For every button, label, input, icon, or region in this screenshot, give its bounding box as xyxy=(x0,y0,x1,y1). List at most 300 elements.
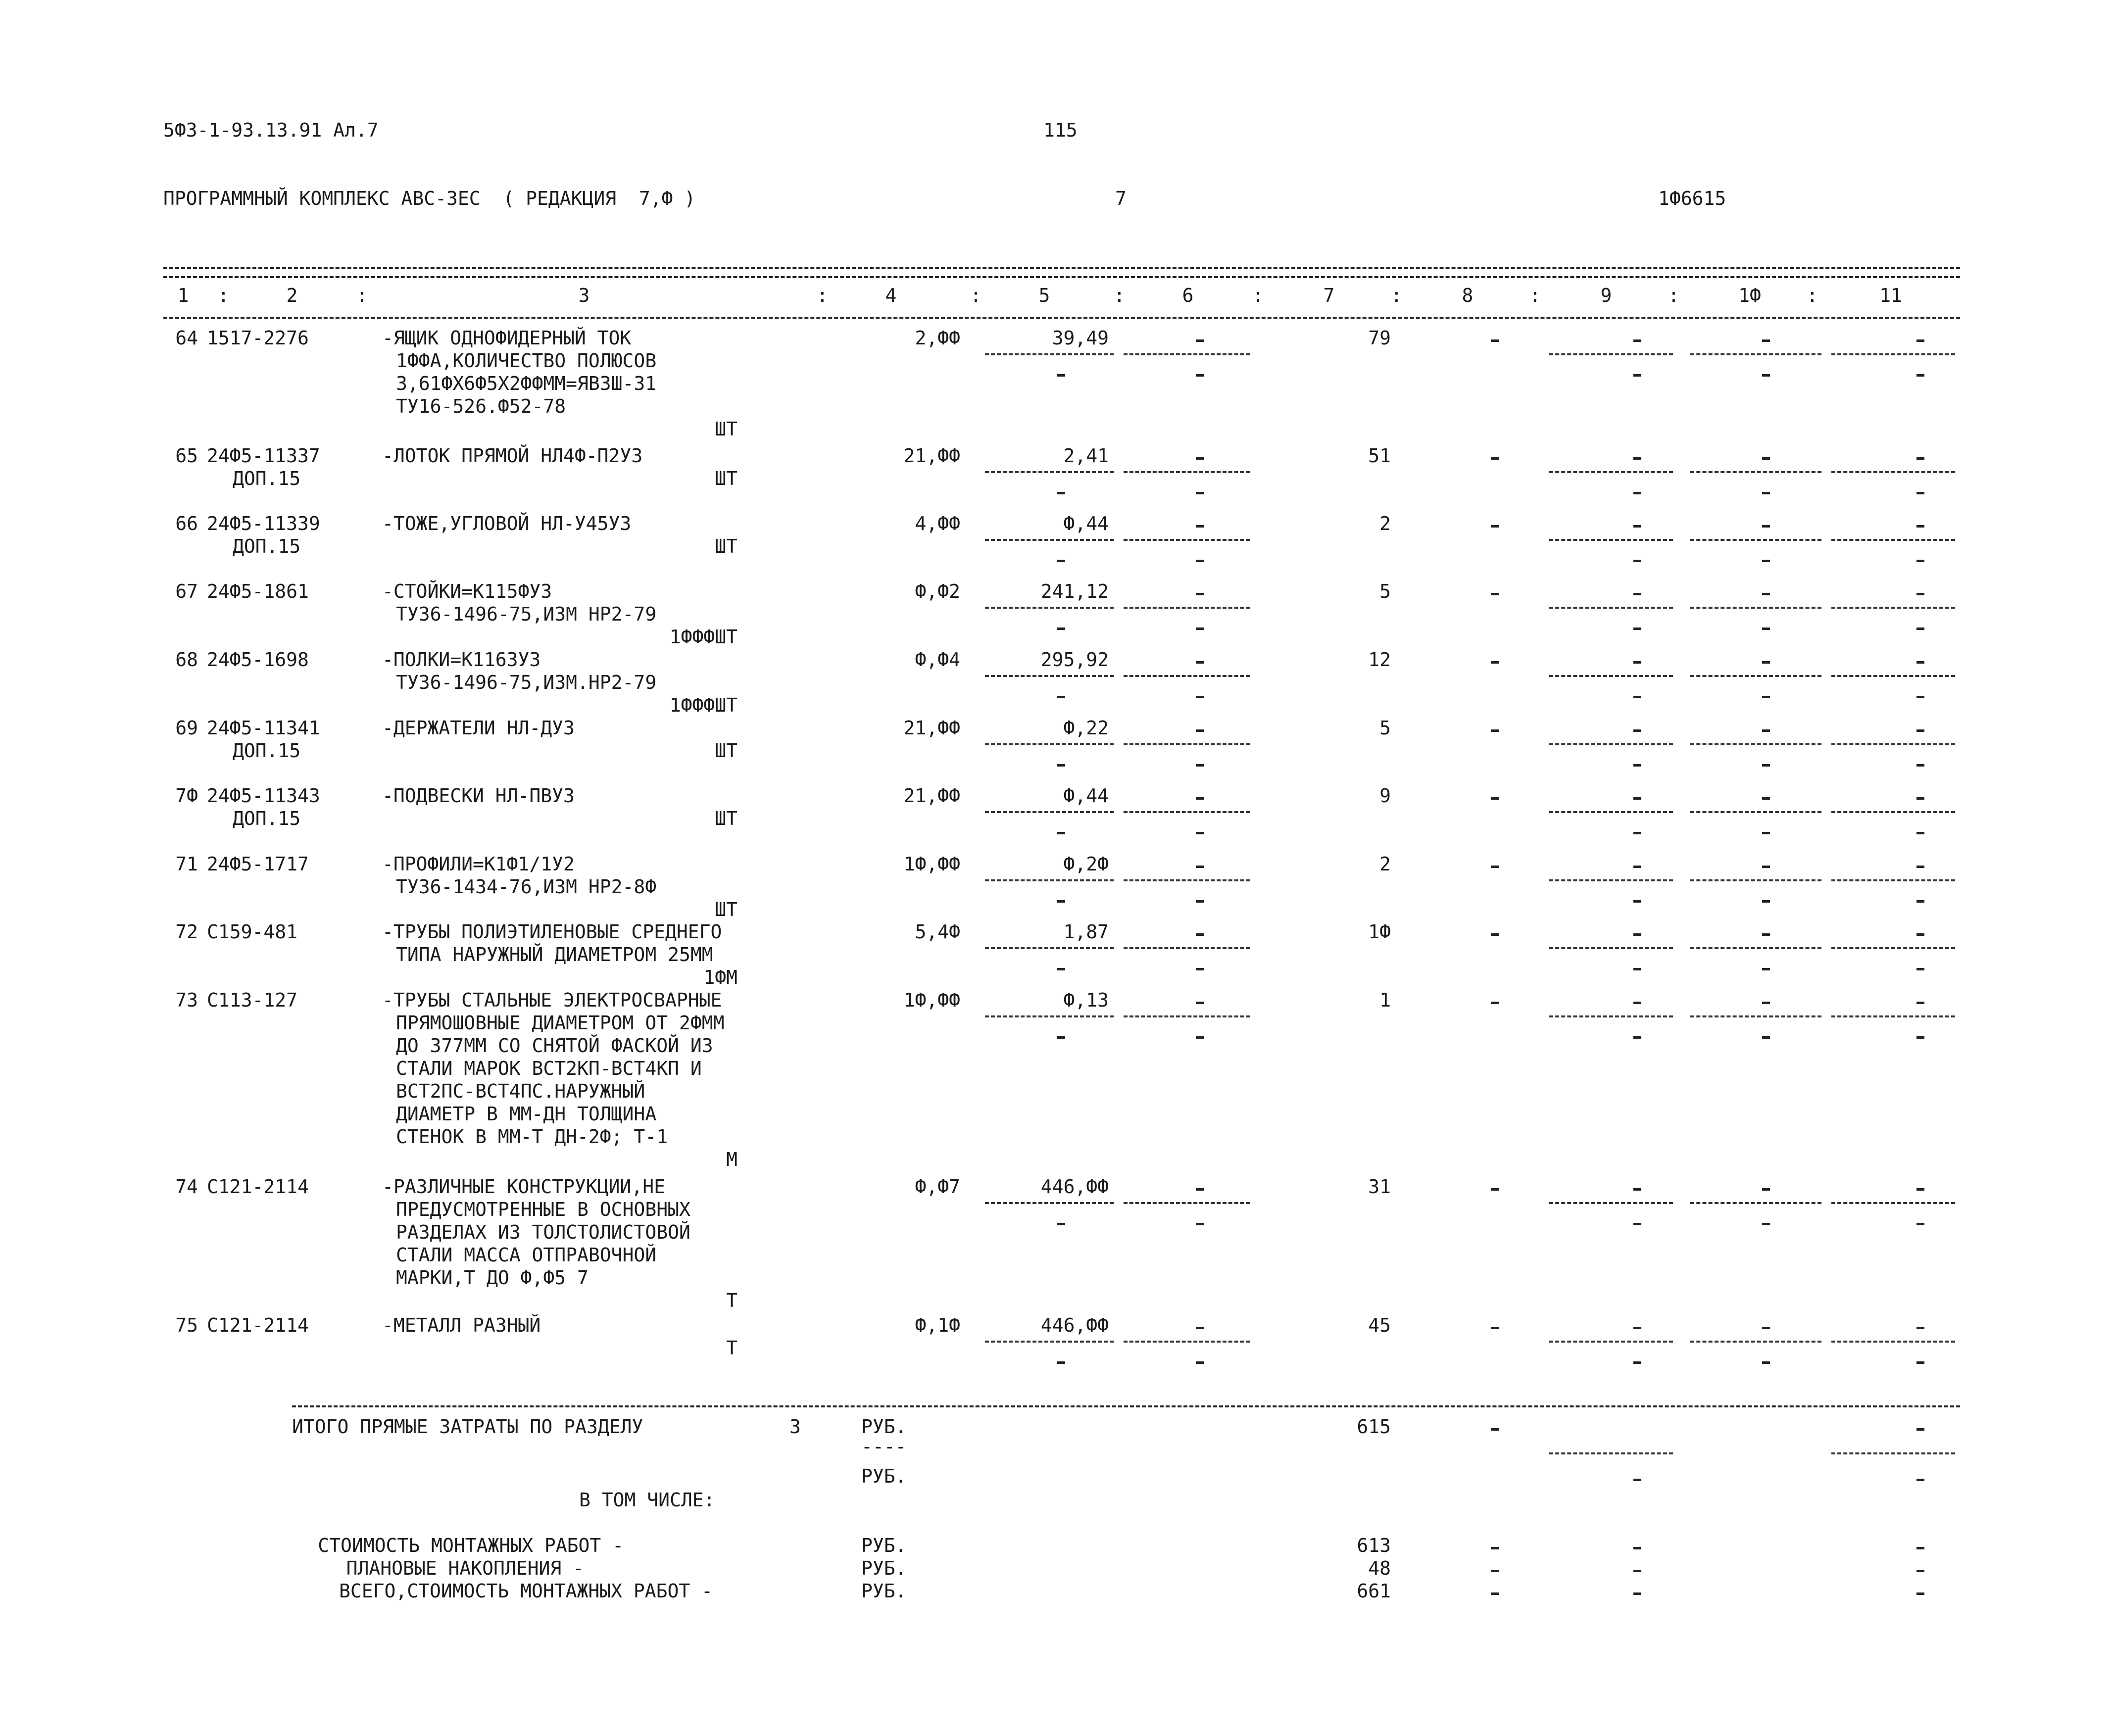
row-unit-price: Ф,22 xyxy=(1063,717,1109,739)
cell-rule xyxy=(1690,879,1821,881)
row-unit-price: Ф,2Ф xyxy=(1063,853,1109,875)
column-header: 6 xyxy=(1182,285,1194,306)
cell-rule xyxy=(1831,947,1955,949)
empty-cell xyxy=(1762,900,1770,903)
empty-cell xyxy=(1633,1223,1641,1225)
empty-cell xyxy=(1916,1002,1924,1004)
row-description-line: -ДЕРЖАТЕЛИ НЛ-ДУЗ xyxy=(382,717,575,739)
empty-cell xyxy=(1633,968,1641,970)
cell-rule xyxy=(1831,539,1955,541)
empty-cell xyxy=(1762,797,1770,800)
summary-item-currency: РУБ. xyxy=(861,1535,907,1556)
currency-label: РУБ. xyxy=(861,1465,907,1487)
row-unit-price: 295,92 xyxy=(1040,649,1109,671)
empty-cell xyxy=(1633,900,1641,903)
empty-cell xyxy=(1762,1002,1770,1004)
cell-rule xyxy=(1549,879,1673,881)
table-top-rule-2 xyxy=(163,276,1960,278)
table-bottom-rule xyxy=(292,1405,1960,1407)
empty-cell xyxy=(1057,900,1065,903)
row-unit-price: Ф,13 xyxy=(1063,989,1109,1011)
empty-cell xyxy=(1916,764,1924,767)
empty-cell xyxy=(1762,374,1770,377)
cell-rule xyxy=(1549,947,1673,949)
row-number: 64 xyxy=(175,327,198,349)
row-description-line: ТУ36-1496-75,ИЗМ НР2-79 xyxy=(396,603,657,625)
empty-cell xyxy=(1916,457,1924,460)
cell-rule xyxy=(1831,879,1955,881)
row-description-line: -ТРУБЫ СТАЛЬНЫЕ ЭЛЕКТРОСВАРНЫЕ xyxy=(382,989,722,1011)
row-quantity: Ф,Ф4 xyxy=(915,649,960,671)
empty-cell xyxy=(1762,968,1770,970)
empty-cell xyxy=(1916,900,1924,903)
empty-cell xyxy=(1633,661,1641,664)
row-description-line: -ТРУБЫ ПОЛИЭТИЛЕНОВЫЕ СРЕДНЕГО xyxy=(382,921,722,943)
row-total: 2 xyxy=(1379,513,1391,534)
empty-cell xyxy=(1916,1188,1924,1191)
row-total: 9 xyxy=(1379,785,1391,807)
table-header-rule xyxy=(163,317,1960,319)
empty-cell xyxy=(1196,593,1204,595)
document-id: 1Ф6615 xyxy=(1658,188,1726,209)
row-description-line: РАЗДЕЛАХ ИЗ ТОЛСТОЛИСТОВОЙ xyxy=(396,1221,690,1243)
empty-cell xyxy=(1196,900,1204,903)
empty-cell xyxy=(1762,525,1770,528)
row-total: 31 xyxy=(1368,1176,1391,1198)
row-description-line: 1ФФА,КОЛИЧЕСТВО ПОЛЮСОВ xyxy=(396,350,657,372)
empty-cell xyxy=(1633,492,1641,494)
column-separator: : xyxy=(1529,285,1541,306)
row-code: С121-2114 xyxy=(207,1176,309,1198)
row-total: 12 xyxy=(1368,649,1391,671)
column-header: 8 xyxy=(1462,285,1473,306)
summary-item-label: ВСЕГО,СТОИМОСТЬ МОНТАЖНЫХ РАБОТ - xyxy=(339,1580,713,1602)
row-unit: 1ФФФШТ xyxy=(669,626,737,648)
row-description-line: СТЕНОК В ММ-Т ДН-2Ф; Т-1 xyxy=(396,1126,668,1148)
cell-rule xyxy=(1831,1015,1955,1017)
cell-rule xyxy=(1831,1341,1955,1343)
empty-cell xyxy=(1196,797,1204,800)
empty-cell xyxy=(1633,374,1641,377)
row-unit-price: 2,41 xyxy=(1063,445,1109,467)
empty-cell xyxy=(1916,1327,1924,1329)
empty-cell xyxy=(1057,492,1065,494)
empty-cell xyxy=(1491,593,1499,595)
empty-cell xyxy=(1916,627,1924,630)
cell-rule xyxy=(985,879,1114,881)
row-number: 74 xyxy=(175,1176,198,1198)
column-separator: : xyxy=(817,285,828,306)
cell-rule xyxy=(1549,1452,1673,1454)
row-number: 7Ф xyxy=(175,785,198,807)
row-unit-price: Ф,44 xyxy=(1063,785,1109,807)
currency-underline: ---- xyxy=(861,1436,907,1457)
row-quantity: 5,4Ф xyxy=(915,921,960,943)
empty-cell xyxy=(1633,1002,1641,1004)
row-quantity: 1Ф,ФФ xyxy=(903,989,960,1011)
empty-cell xyxy=(1196,525,1204,528)
row-unit: ШТ xyxy=(715,899,737,920)
empty-cell xyxy=(1762,1361,1770,1364)
empty-cell xyxy=(1916,525,1924,528)
direct-costs-total: 615 xyxy=(1357,1416,1391,1438)
row-code: С121-2114 xyxy=(207,1314,309,1336)
row-quantity: 21,ФФ xyxy=(903,785,960,807)
empty-cell xyxy=(1196,1361,1204,1364)
empty-cell xyxy=(1633,696,1641,698)
row-unit-price: 39,49 xyxy=(1052,327,1109,349)
cell-rule xyxy=(1690,353,1821,355)
empty-cell xyxy=(1196,1002,1204,1004)
empty-cell xyxy=(1196,696,1204,698)
currency-label: РУБ. xyxy=(861,1416,907,1438)
cell-rule xyxy=(1690,1015,1821,1017)
row-number: 66 xyxy=(175,513,198,534)
empty-cell xyxy=(1916,832,1924,834)
cell-rule xyxy=(1549,675,1673,677)
cell-rule xyxy=(1690,947,1821,949)
row-number: 65 xyxy=(175,445,198,467)
cell-rule xyxy=(1124,879,1250,881)
row-description-line: ТИПА НАРУЖНЫЙ ДИАМЕТРОМ 25ММ xyxy=(396,944,713,965)
row-number: 71 xyxy=(175,853,198,875)
row-description-line: -ПРОФИЛИ=К1Ф1/1У2 xyxy=(382,853,575,875)
column-header: 7 xyxy=(1323,285,1335,306)
row-total: 45 xyxy=(1368,1314,1391,1336)
empty-cell xyxy=(1633,729,1641,732)
column-separator: : xyxy=(1668,285,1679,306)
empty-cell xyxy=(1633,627,1641,630)
empty-cell xyxy=(1762,593,1770,595)
section-ref: 3 xyxy=(789,1416,801,1438)
summary-item-label: ПЛАНОВЫЕ НАКОПЛЕНИЯ - xyxy=(346,1557,584,1579)
column-separator: : xyxy=(970,285,982,306)
cell-rule xyxy=(1690,743,1821,745)
empty-cell xyxy=(1916,729,1924,732)
empty-cell xyxy=(1491,1592,1499,1595)
row-unit-price: 1,87 xyxy=(1063,921,1109,943)
row-code: 24Ф5-11343 xyxy=(207,785,320,807)
empty-cell xyxy=(1916,1428,1924,1431)
summary-item-value: 613 xyxy=(1357,1535,1391,1556)
cell-rule xyxy=(1690,607,1821,609)
column-separator: : xyxy=(1391,285,1402,306)
empty-cell xyxy=(1762,764,1770,767)
cell-rule xyxy=(1549,353,1673,355)
row-description-line: ДИАМЕТР В ММ-ДН ТОЛЩИНА xyxy=(396,1103,657,1125)
row-unit-price: 241,12 xyxy=(1040,580,1109,602)
empty-cell xyxy=(1057,1036,1065,1039)
cell-rule xyxy=(985,353,1114,355)
row-number: 68 xyxy=(175,649,198,671)
cell-rule xyxy=(985,1015,1114,1017)
column-separator: : xyxy=(1807,285,1818,306)
empty-cell xyxy=(1633,525,1641,528)
summary-item-value: 661 xyxy=(1357,1580,1391,1602)
cell-rule xyxy=(985,471,1114,473)
empty-cell xyxy=(1633,560,1641,562)
cell-rule xyxy=(1549,471,1673,473)
empty-cell xyxy=(1762,1036,1770,1039)
document-code: 5Ф3-1-93.13.91 Ал.7 xyxy=(163,119,379,141)
empty-cell xyxy=(1057,560,1065,562)
summary-item-label: СТОИМОСТЬ МОНТАЖНЫХ РАБОТ - xyxy=(318,1535,624,1556)
empty-cell xyxy=(1762,1223,1770,1225)
cell-rule xyxy=(1690,1341,1821,1343)
cell-rule xyxy=(1831,353,1955,355)
cell-rule xyxy=(1549,1341,1673,1343)
including-label: В ТОМ ЧИСЛЕ: xyxy=(579,1489,715,1511)
cell-rule xyxy=(1690,675,1821,677)
cell-rule xyxy=(1831,743,1955,745)
empty-cell xyxy=(1633,1570,1641,1572)
cell-rule xyxy=(985,811,1114,813)
cell-rule xyxy=(985,743,1114,745)
empty-cell xyxy=(1196,729,1204,732)
empty-cell xyxy=(1762,696,1770,698)
column-header: 11 xyxy=(1879,285,1902,306)
column-header: 5 xyxy=(1038,285,1050,306)
cell-rule xyxy=(1690,811,1821,813)
row-description-line: -РАЗЛИЧНЫЕ КОНСТРУКЦИИ,НЕ xyxy=(382,1176,665,1198)
empty-cell xyxy=(1491,339,1499,342)
cell-rule xyxy=(985,539,1114,541)
row-total: 1Ф xyxy=(1368,921,1391,943)
row-description-line: СТАЛИ МАССА ОТПРАВОЧНОЙ xyxy=(396,1244,657,1266)
row-code: С159-481 xyxy=(207,921,298,943)
empty-cell xyxy=(1057,764,1065,767)
cell-rule xyxy=(1124,743,1250,745)
row-unit: 1ФМ xyxy=(703,966,737,988)
cell-rule xyxy=(1124,353,1250,355)
cell-rule xyxy=(1690,471,1821,473)
empty-cell xyxy=(1057,968,1065,970)
empty-cell xyxy=(1196,933,1204,936)
row-unit: ШТ xyxy=(715,740,737,762)
cell-rule xyxy=(1124,675,1250,677)
cell-rule xyxy=(1124,1202,1250,1204)
row-code: 24Ф5-1717 xyxy=(207,853,309,875)
empty-cell xyxy=(1916,560,1924,562)
row-code-suffix: ДОП.15 xyxy=(233,468,301,489)
empty-cell xyxy=(1633,457,1641,460)
empty-cell xyxy=(1916,933,1924,936)
empty-cell xyxy=(1196,1223,1204,1225)
cell-rule xyxy=(1549,539,1673,541)
cell-rule xyxy=(985,607,1114,609)
empty-cell xyxy=(1762,933,1770,936)
cell-rule xyxy=(1831,1452,1955,1454)
row-description-line: -ПОДВЕСКИ НЛ-ПВУЗ xyxy=(382,785,575,807)
cell-rule xyxy=(1124,811,1250,813)
empty-cell xyxy=(1916,968,1924,970)
row-quantity: 21,ФФ xyxy=(903,445,960,467)
empty-cell xyxy=(1762,1188,1770,1191)
empty-cell xyxy=(1762,1327,1770,1329)
section-number: 7 xyxy=(1115,188,1127,209)
row-description-line: -ТОЖЕ,УГЛОВОЙ НЛ-У45УЗ xyxy=(382,513,632,534)
row-description-line: ТУ36-1434-76,ИЗМ НР2-8Ф xyxy=(396,876,657,898)
row-code-suffix: ДОП.15 xyxy=(233,808,301,829)
row-code-suffix: ДОП.15 xyxy=(233,740,301,762)
row-number: 72 xyxy=(175,921,198,943)
empty-cell xyxy=(1633,1361,1641,1364)
cell-rule xyxy=(1690,539,1821,541)
cell-rule xyxy=(985,1202,1114,1204)
column-header: 3 xyxy=(578,285,590,306)
column-separator: : xyxy=(1252,285,1264,306)
cell-rule xyxy=(985,675,1114,677)
empty-cell xyxy=(1057,627,1065,630)
empty-cell xyxy=(1633,1592,1641,1595)
cell-rule xyxy=(1831,811,1955,813)
empty-cell xyxy=(1491,1002,1499,1004)
empty-cell xyxy=(1196,764,1204,767)
row-number: 75 xyxy=(175,1314,198,1336)
empty-cell xyxy=(1196,492,1204,494)
empty-cell xyxy=(1633,866,1641,868)
row-unit: М xyxy=(726,1149,737,1170)
row-description-line: -ЯЩИК ОДНОФИДЕРНЫЙ ТОК xyxy=(382,327,632,349)
empty-cell xyxy=(1057,832,1065,834)
empty-cell xyxy=(1633,1547,1641,1549)
empty-cell xyxy=(1633,1479,1641,1481)
row-description-line: ТУ16-526.Ф52-78 xyxy=(396,395,566,417)
row-description-line: СТАЛИ МАРОК ВСТ2КП-ВСТ4КП И xyxy=(396,1058,702,1079)
empty-cell xyxy=(1196,374,1204,377)
row-code: 24Ф5-11339 xyxy=(207,513,320,534)
row-description-line: ПРЕДУСМОТРЕННЫЕ В ОСНОВНЫХ xyxy=(396,1199,690,1220)
empty-cell xyxy=(1491,797,1499,800)
empty-cell xyxy=(1491,1547,1499,1549)
empty-cell xyxy=(1916,1036,1924,1039)
row-unit: ШТ xyxy=(715,468,737,489)
empty-cell xyxy=(1916,1547,1924,1549)
row-unit: ШТ xyxy=(715,418,737,440)
row-quantity: Ф,Ф2 xyxy=(915,580,960,602)
empty-cell xyxy=(1491,1570,1499,1572)
row-number: 67 xyxy=(175,580,198,602)
row-description-line: -МЕТАЛЛ РАЗНЫЙ xyxy=(382,1314,541,1336)
empty-cell xyxy=(1916,1361,1924,1364)
row-quantity: 4,ФФ xyxy=(915,513,960,534)
empty-cell xyxy=(1491,1428,1499,1431)
empty-cell xyxy=(1196,339,1204,342)
empty-cell xyxy=(1916,866,1924,868)
empty-cell xyxy=(1916,339,1924,342)
row-description-line: ВСТ2ПС-ВСТ4ПС.НАРУЖНЫЙ xyxy=(396,1080,645,1102)
row-code: 24Ф5-1861 xyxy=(207,580,309,602)
empty-cell xyxy=(1762,729,1770,732)
empty-cell xyxy=(1196,1188,1204,1191)
cell-rule xyxy=(1549,811,1673,813)
row-unit: ШТ xyxy=(715,535,737,557)
row-quantity: 1Ф,ФФ xyxy=(903,853,960,875)
row-description-line: -ПОЛКИ=К1163УЗ xyxy=(382,649,541,671)
row-unit: Т xyxy=(726,1337,737,1359)
row-description-line: 3,61ФХ6Ф5Х2ФФММ=ЯВЗШ-31 xyxy=(396,373,657,394)
row-total: 2 xyxy=(1379,853,1391,875)
column-header: 2 xyxy=(286,285,298,306)
row-total: 79 xyxy=(1368,327,1391,349)
direct-costs-label: ИТОГО ПРЯМЫЕ ЗАТРАТЫ ПО РАЗДЕЛУ xyxy=(292,1416,643,1438)
empty-cell xyxy=(1633,1188,1641,1191)
empty-cell xyxy=(1762,492,1770,494)
row-number: 73 xyxy=(175,989,198,1011)
cell-rule xyxy=(1549,1015,1673,1017)
row-unit: ШТ xyxy=(715,808,737,829)
empty-cell xyxy=(1916,797,1924,800)
empty-cell xyxy=(1057,1361,1065,1364)
cell-rule xyxy=(1124,947,1250,949)
empty-cell xyxy=(1633,339,1641,342)
table-top-rule xyxy=(163,267,1960,269)
cell-rule xyxy=(1831,1202,1955,1204)
row-total: 5 xyxy=(1379,580,1391,602)
empty-cell xyxy=(1057,1223,1065,1225)
summary-item-value: 48 xyxy=(1368,1557,1391,1579)
empty-cell xyxy=(1633,1327,1641,1329)
empty-cell xyxy=(1491,661,1499,664)
empty-cell xyxy=(1196,832,1204,834)
empty-cell xyxy=(1762,832,1770,834)
empty-cell xyxy=(1633,832,1641,834)
cell-rule xyxy=(1124,1341,1250,1343)
row-description-line: -ЛОТОК ПРЯМОЙ НЛ4Ф-П2УЗ xyxy=(382,445,643,467)
cell-rule xyxy=(1831,471,1955,473)
empty-cell xyxy=(1491,525,1499,528)
row-description-line: -СТОЙКИ=К115ФУЗ xyxy=(382,580,552,602)
empty-cell xyxy=(1196,560,1204,562)
cell-rule xyxy=(1124,539,1250,541)
row-total: 1 xyxy=(1379,989,1391,1011)
empty-cell xyxy=(1196,968,1204,970)
cell-rule xyxy=(1831,607,1955,609)
row-number: 69 xyxy=(175,717,198,739)
empty-cell xyxy=(1491,457,1499,460)
empty-cell xyxy=(1633,764,1641,767)
row-quantity: 2,ФФ xyxy=(915,327,960,349)
empty-cell xyxy=(1057,696,1065,698)
cell-rule xyxy=(985,1341,1114,1343)
column-separator: : xyxy=(1114,285,1125,306)
empty-cell xyxy=(1057,374,1065,377)
row-quantity: Ф,Ф7 xyxy=(915,1176,960,1198)
empty-cell xyxy=(1762,866,1770,868)
cell-rule xyxy=(1549,1202,1673,1204)
row-description-line: ДО 377ММ СО СНЯТОЙ ФАСКОЙ ИЗ xyxy=(396,1035,713,1057)
row-quantity: 21,ФФ xyxy=(903,717,960,739)
empty-cell xyxy=(1916,696,1924,698)
row-code-suffix: ДОП.15 xyxy=(233,535,301,557)
row-unit-price: 446,ФФ xyxy=(1040,1176,1109,1198)
column-header: 9 xyxy=(1600,285,1612,306)
row-description-line: МАРКИ,Т ДО Ф,Ф5 7 xyxy=(396,1267,589,1289)
empty-cell xyxy=(1762,627,1770,630)
empty-cell xyxy=(1491,1327,1499,1329)
empty-cell xyxy=(1196,457,1204,460)
row-code: С113-127 xyxy=(207,989,298,1011)
row-description-line: ПРЯМОШОВНЫЕ ДИАМЕТРОМ ОТ 2ФММ xyxy=(396,1012,725,1034)
column-header: 1 xyxy=(177,285,189,306)
empty-cell xyxy=(1762,339,1770,342)
empty-cell xyxy=(1196,627,1204,630)
empty-cell xyxy=(1916,1223,1924,1225)
cell-rule xyxy=(1549,607,1673,609)
empty-cell xyxy=(1633,1036,1641,1039)
row-code: 1517-2276 xyxy=(207,327,309,349)
empty-cell xyxy=(1491,729,1499,732)
